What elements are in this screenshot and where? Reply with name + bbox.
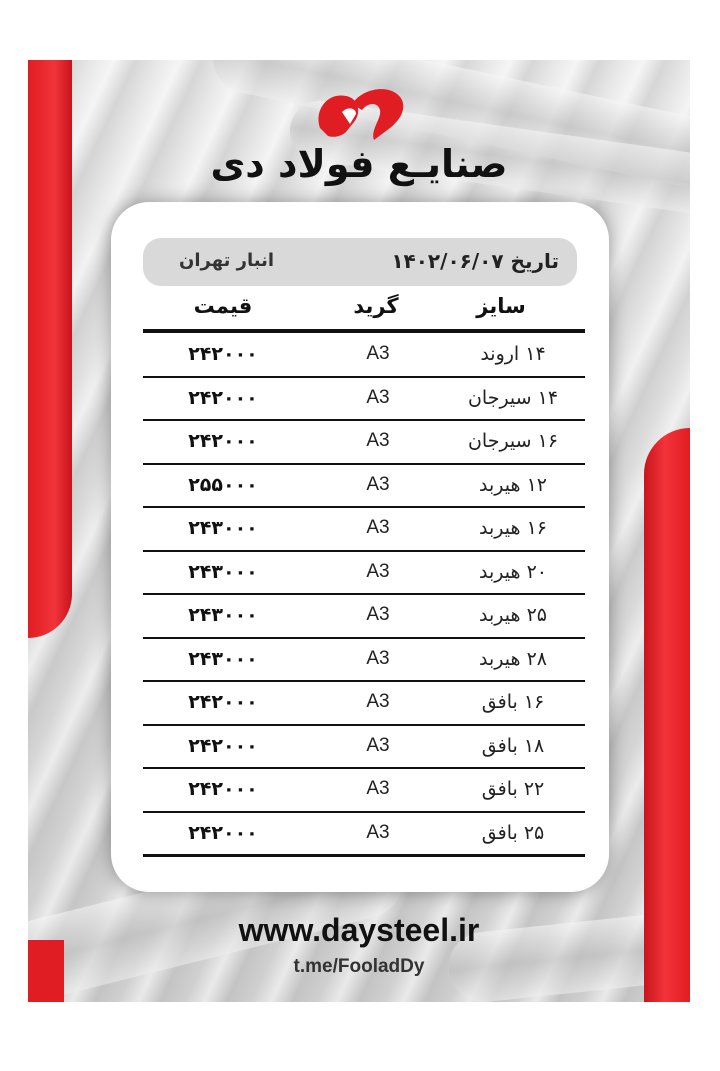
table-row: [143, 726, 585, 770]
row-grade: A3: [366, 691, 390, 712]
header-divider: [143, 329, 585, 333]
row-size: ۱۴ اروند: [480, 343, 546, 365]
row-price: ۲۴۲۰۰۰: [188, 691, 258, 713]
column-header-size: سایز: [476, 294, 526, 318]
table-row: [143, 378, 585, 422]
red-accent-right: [644, 428, 690, 1002]
table-row: [143, 508, 585, 552]
row-size: ۲۸ هیربد: [479, 647, 547, 670]
row-price: ۲۴۲۰۰۰: [188, 430, 258, 452]
row-grade: A3: [366, 343, 390, 364]
row-price: ۲۴۲۰۰۰: [188, 778, 258, 800]
price-card: [111, 202, 609, 892]
row-grade: A3: [366, 430, 390, 451]
column-header-grade: گرید: [353, 294, 399, 318]
row-price: ۲۴۳۰۰۰: [188, 647, 258, 670]
row-size: ۱۸ بافق: [481, 734, 545, 757]
row-size: ۲۲ بافق: [481, 778, 545, 800]
row-price: ۲۴۳۰۰۰: [188, 560, 258, 583]
row-grade: A3: [366, 821, 390, 843]
table-row: [143, 334, 585, 378]
row-grade: A3: [366, 473, 390, 495]
column-header-price: قیمت: [193, 294, 253, 318]
row-size: ۱۶ هیربد: [479, 517, 547, 539]
row-price: ۲۴۲۰۰۰: [188, 821, 258, 844]
table-row: [143, 552, 585, 596]
price-poster: [28, 60, 690, 1002]
table-row: [143, 682, 585, 726]
telegram-link[interactable]: t.me/FooladDy: [293, 956, 425, 977]
red-accent-left-bottom: [28, 940, 64, 1002]
table-row: [143, 639, 585, 683]
row-size: ۱۲ هیربد: [479, 473, 547, 496]
row-grade: A3: [366, 517, 390, 538]
row-size: ۲۵ بافق: [481, 821, 545, 844]
row-size: ۱۶ بافق: [481, 691, 545, 713]
info-bar: [143, 238, 577, 286]
red-accent-left: [28, 60, 72, 638]
row-grade: A3: [366, 734, 390, 756]
row-price: ۲۴۳۰۰۰: [188, 604, 258, 626]
row-size: ۱۶ سیرجان: [467, 430, 559, 452]
brand-name: صنایـع فولاد دی: [210, 142, 508, 186]
table-row: [143, 813, 585, 858]
table-row: [143, 769, 585, 813]
table-row: [143, 421, 585, 465]
row-size: ۲۰ هیربد: [479, 560, 547, 583]
row-price: ۲۴۲۰۰۰: [188, 343, 258, 365]
row-grade: A3: [366, 386, 390, 408]
row-grade: A3: [366, 778, 390, 799]
price-table: [143, 334, 585, 857]
row-size: ۲۵ هیربد: [479, 604, 547, 626]
row-grade: A3: [366, 647, 390, 669]
row-size: ۱۴ سیرجان: [467, 386, 559, 409]
row-grade: A3: [366, 604, 390, 625]
row-price: ۲۴۲۰۰۰: [188, 386, 258, 409]
row-price: ۲۴۳۰۰۰: [188, 517, 258, 539]
row-price: ۲۵۵۰۰۰: [188, 473, 258, 496]
warehouse-label: انبار تهران: [179, 250, 275, 271]
table-row: [143, 595, 585, 639]
table-row: [143, 465, 585, 509]
website-link[interactable]: www.daysteel.ir: [238, 912, 480, 948]
row-price: ۲۴۲۰۰۰: [188, 734, 258, 757]
ribbon-logo-icon: [312, 82, 408, 144]
row-grade: A3: [366, 560, 390, 582]
price-date: تاریخ ۱۴۰۲/۰۶/۰۷: [391, 249, 559, 273]
